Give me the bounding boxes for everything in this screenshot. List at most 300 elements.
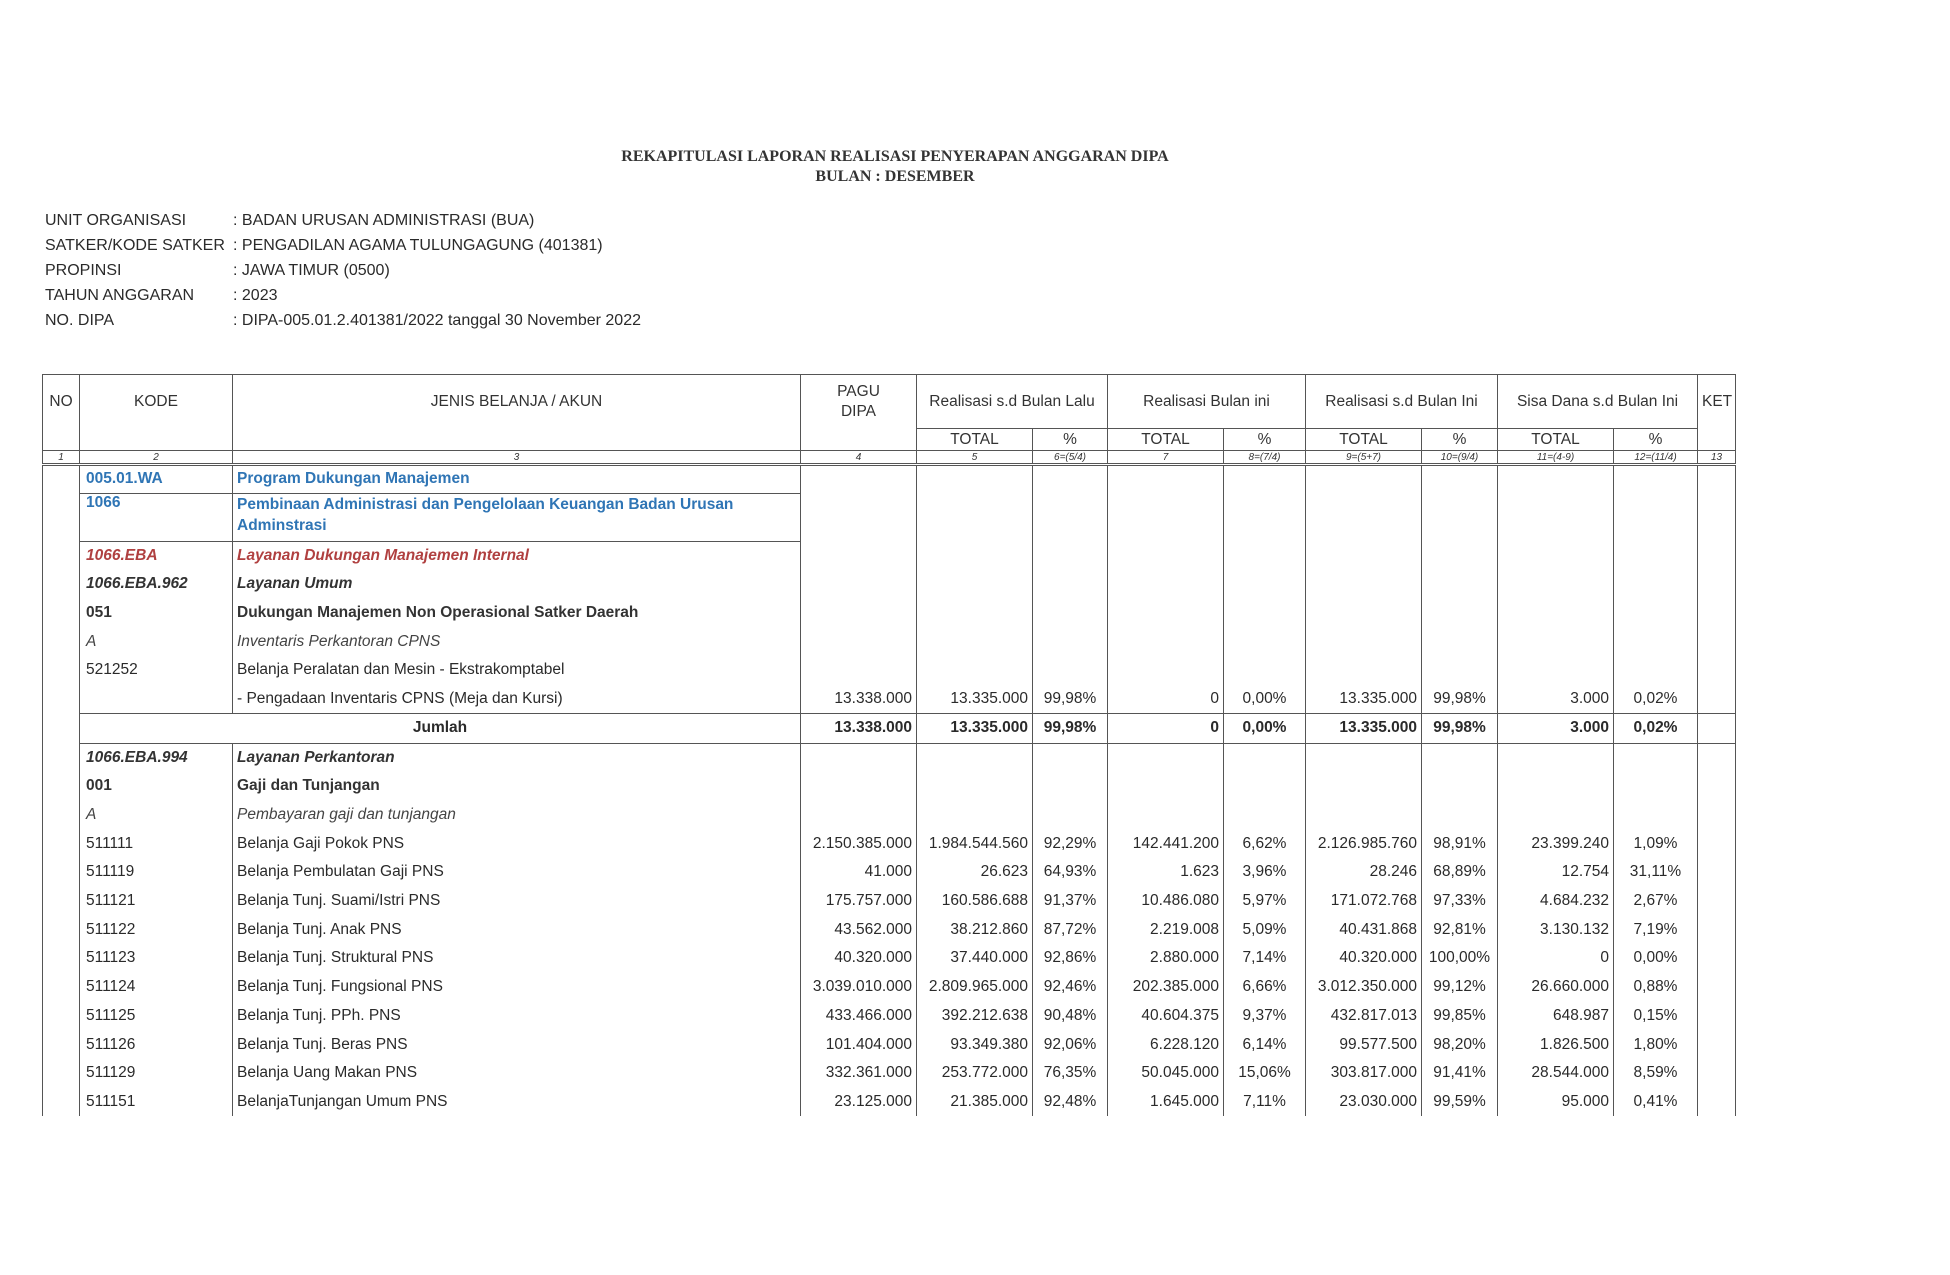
sisa-total-cell — [1498, 743, 1614, 772]
kode-cell: 001 — [80, 772, 233, 801]
ket-cell — [1698, 973, 1736, 1002]
pagu-cell: 40.320.000 — [801, 944, 917, 973]
kode-cell: 511123 — [80, 944, 233, 973]
sisa-total-cell: 3.000 — [1498, 713, 1614, 743]
sd-total-cell — [1306, 801, 1422, 830]
ini-pct-cell — [1224, 599, 1306, 628]
header-no-cont — [43, 429, 80, 451]
header-total: TOTAL — [1498, 429, 1614, 451]
ini-total-cell — [1108, 541, 1224, 570]
pagu-cell — [801, 627, 917, 656]
sd-pct-cell — [1422, 570, 1498, 599]
header-group-ini: Realisasi Bulan ini — [1108, 375, 1306, 429]
ini-pct-cell — [1224, 465, 1306, 494]
sisa-pct-cell — [1614, 743, 1698, 772]
sd-pct-cell: 99,98% — [1422, 713, 1498, 743]
lalu-pct-cell: 92,86% — [1033, 944, 1108, 973]
ket-cell — [1698, 858, 1736, 887]
pagu-cell: 23.125.000 — [801, 1088, 917, 1117]
jenis-cell: Layanan Umum — [233, 570, 801, 599]
sisa-total-cell: 12.754 — [1498, 858, 1614, 887]
ket-cell — [1698, 627, 1736, 656]
ini-pct-cell: 0,00% — [1224, 685, 1306, 714]
lalu-pct-cell: 91,37% — [1033, 887, 1108, 916]
sisa-pct-cell: 0,02% — [1614, 713, 1698, 743]
sisa-total-cell — [1498, 656, 1614, 685]
sd-total-cell: 432.817.013 — [1306, 1002, 1422, 1031]
ket-cell — [1698, 887, 1736, 916]
ket-cell — [1698, 801, 1736, 830]
table-row — [43, 1059, 1736, 1088]
sisa-pct-cell — [1614, 599, 1698, 628]
sisa-total-cell — [1498, 493, 1614, 541]
ini-pct-cell: 0,00% — [1224, 713, 1306, 743]
table-row — [43, 1088, 1736, 1117]
sd-total-cell: 40.431.868 — [1306, 915, 1422, 944]
sisa-total-cell — [1498, 570, 1614, 599]
jenis-cell: Belanja Uang Makan PNS — [233, 1059, 801, 1088]
header-total: TOTAL — [1108, 429, 1224, 451]
no-cell — [43, 541, 80, 570]
jenis-cell: Belanja Pembulatan Gaji PNS — [233, 858, 801, 887]
sisa-pct-cell: 0,00% — [1614, 944, 1698, 973]
ket-cell — [1698, 713, 1736, 743]
sisa-pct-cell — [1614, 541, 1698, 570]
sd-pct-cell: 99,98% — [1422, 685, 1498, 714]
info-row — [45, 258, 641, 283]
info-row — [45, 233, 641, 258]
no-cell — [43, 1059, 80, 1088]
no-cell — [43, 887, 80, 916]
ini-pct-cell: 6,14% — [1224, 1030, 1306, 1059]
sd-pct-cell: 97,33% — [1422, 887, 1498, 916]
sd-total-cell — [1306, 656, 1422, 685]
sd-pct-cell — [1422, 772, 1498, 801]
jumlah-label: Jumlah — [80, 713, 801, 743]
pagu-cell — [801, 570, 917, 599]
lalu-pct-cell: 92,46% — [1033, 973, 1108, 1002]
header-jenis-cont — [233, 429, 801, 451]
table-row — [43, 887, 1736, 916]
table-row — [43, 1002, 1736, 1031]
ini-pct-cell — [1224, 656, 1306, 685]
header-pagu — [801, 375, 917, 429]
kode-cell: 521252 — [80, 656, 233, 685]
sd-total-cell — [1306, 570, 1422, 599]
column-number: 1 — [43, 451, 80, 465]
row-sub2 — [43, 801, 1736, 830]
sisa-total-cell: 3.130.132 — [1498, 915, 1614, 944]
sd-pct-cell — [1422, 465, 1498, 494]
sd-pct-cell — [1422, 627, 1498, 656]
sd-total-cell — [1306, 627, 1422, 656]
no-cell — [43, 801, 80, 830]
sd-total-cell: 23.030.000 — [1306, 1088, 1422, 1117]
header-group-lalu: Realisasi s.d Bulan Lalu — [917, 375, 1108, 429]
column-number: 6=(5/4) — [1033, 451, 1108, 465]
header-pagu-line2: DIPA — [840, 402, 877, 420]
no-cell — [43, 772, 80, 801]
sd-pct-cell: 92,81% — [1422, 915, 1498, 944]
jenis-cell: Belanja Tunj. Suami/Istri PNS — [233, 887, 801, 916]
jenis-cell: Belanja Tunj. PPh. PNS — [233, 1002, 801, 1031]
no-cell — [43, 656, 80, 685]
no-cell — [43, 1002, 80, 1031]
kode-cell: 511151 — [80, 1088, 233, 1117]
no-cell — [43, 858, 80, 887]
header-total: TOTAL — [1306, 429, 1422, 451]
row-ro2 — [43, 743, 1736, 772]
lalu-total-cell — [917, 743, 1033, 772]
no-cell — [43, 493, 80, 541]
lalu-pct-cell — [1033, 772, 1108, 801]
ini-pct-cell: 6,62% — [1224, 829, 1306, 858]
ket-cell — [1698, 656, 1736, 685]
jenis-cell: - Pengadaan Inventaris CPNS (Meja dan Kursi) — [233, 685, 801, 714]
pagu-cell — [801, 772, 917, 801]
ini-total-cell: 6.228.120 — [1108, 1030, 1224, 1059]
sisa-pct-cell — [1614, 656, 1698, 685]
sisa-pct-cell: 8,59% — [1614, 1059, 1698, 1088]
sd-total-cell: 171.072.768 — [1306, 887, 1422, 916]
sd-pct-cell — [1422, 599, 1498, 628]
kode-cell: 1066.EBA.994 — [80, 743, 233, 772]
header-jenis: JENIS BELANJA / AKUN — [233, 375, 801, 429]
no-cell — [43, 1088, 80, 1117]
sisa-total-cell — [1498, 599, 1614, 628]
lalu-pct-cell: 90,48% — [1033, 1002, 1108, 1031]
lalu-total-cell: 38.212.860 — [917, 915, 1033, 944]
sd-total-cell: 2.126.985.760 — [1306, 829, 1422, 858]
pagu-cell: 175.757.000 — [801, 887, 917, 916]
ini-pct-cell: 9,37% — [1224, 1002, 1306, 1031]
table-row — [43, 1030, 1736, 1059]
no-cell — [43, 713, 80, 743]
jenis-cell: BelanjaTunjangan Umum PNS — [233, 1088, 801, 1117]
sd-pct-cell — [1422, 801, 1498, 830]
lalu-total-cell: 2.809.965.000 — [917, 973, 1033, 1002]
info-value: : DIPA-005.01.2.401381/2022 tanggal 30 November 2022 — [233, 312, 641, 329]
lalu-pct-cell: 92,48% — [1033, 1088, 1108, 1117]
lalu-pct-cell: 92,06% — [1033, 1030, 1108, 1059]
kode-cell: 1066.EBA.962 — [80, 570, 233, 599]
ket-cell — [1698, 829, 1736, 858]
header-group-sd-ini: Realisasi s.d Bulan Ini — [1306, 375, 1498, 429]
no-cell — [43, 973, 80, 1002]
ini-pct-cell: 7,14% — [1224, 944, 1306, 973]
ini-total-cell: 202.385.000 — [1108, 973, 1224, 1002]
ini-pct-cell — [1224, 541, 1306, 570]
lalu-pct-cell — [1033, 493, 1108, 541]
sd-total-cell — [1306, 743, 1422, 772]
lalu-pct-cell — [1033, 656, 1108, 685]
sisa-pct-cell — [1614, 570, 1698, 599]
jenis-cell: Belanja Gaji Pokok PNS — [233, 829, 801, 858]
ket-cell — [1698, 944, 1736, 973]
column-number-row — [43, 451, 1736, 465]
ini-pct-cell — [1224, 493, 1306, 541]
column-number: 7 — [1108, 451, 1224, 465]
table-row — [43, 944, 1736, 973]
lalu-pct-cell: 99,98% — [1033, 713, 1108, 743]
ini-total-cell — [1108, 465, 1224, 494]
sd-total-cell: 28.246 — [1306, 858, 1422, 887]
no-cell — [43, 743, 80, 772]
row-item1 — [43, 685, 1736, 714]
sd-pct-cell: 99,12% — [1422, 973, 1498, 1002]
table-row — [43, 858, 1736, 887]
sd-pct-cell: 99,85% — [1422, 1002, 1498, 1031]
sisa-pct-cell: 2,67% — [1614, 887, 1698, 916]
sd-pct-cell: 100,00% — [1422, 944, 1498, 973]
ini-total-cell: 40.604.375 — [1108, 1002, 1224, 1031]
sd-pct-cell: 91,41% — [1422, 1059, 1498, 1088]
info-row — [45, 208, 641, 233]
ini-total-cell: 0 — [1108, 713, 1224, 743]
kode-cell: A — [80, 627, 233, 656]
lalu-total-cell: 392.212.638 — [917, 1002, 1033, 1031]
ini-pct-cell: 5,97% — [1224, 887, 1306, 916]
info-label: PROPINSI — [45, 262, 122, 279]
info-value: : 2023 — [233, 287, 278, 304]
jenis-cell: Belanja Tunj. Beras PNS — [233, 1030, 801, 1059]
ini-total-cell — [1108, 656, 1224, 685]
ket-cell — [1698, 915, 1736, 944]
ini-total-cell — [1108, 627, 1224, 656]
ket-cell — [1698, 1030, 1736, 1059]
sisa-total-cell: 648.987 — [1498, 1002, 1614, 1031]
header-kode: KODE — [80, 375, 233, 429]
ini-pct-cell — [1224, 570, 1306, 599]
pagu-cell: 2.150.385.000 — [801, 829, 917, 858]
sisa-pct-cell: 0,88% — [1614, 973, 1698, 1002]
ini-total-cell — [1108, 599, 1224, 628]
kode-cell: A — [80, 801, 233, 830]
info-row — [45, 283, 641, 308]
lalu-total-cell: 13.335.000 — [917, 713, 1033, 743]
lalu-total-cell — [917, 465, 1033, 494]
column-number: 2 — [80, 451, 233, 465]
lalu-total-cell: 13.335.000 — [917, 685, 1033, 714]
info-label: SATKER/KODE SATKER — [45, 237, 225, 254]
lalu-pct-cell: 76,35% — [1033, 1059, 1108, 1088]
ini-total-cell: 10.486.080 — [1108, 887, 1224, 916]
pagu-cell: 41.000 — [801, 858, 917, 887]
ini-total-cell: 50.045.000 — [1108, 1059, 1224, 1088]
no-cell — [43, 570, 80, 599]
lalu-pct-cell: 92,29% — [1033, 829, 1108, 858]
ini-total-cell — [1108, 801, 1224, 830]
sisa-pct-cell — [1614, 465, 1698, 494]
sisa-pct-cell: 1,80% — [1614, 1030, 1698, 1059]
ket-cell — [1698, 1059, 1736, 1088]
header-pagu-line1: PAGU — [837, 382, 880, 400]
ket-cell — [1698, 772, 1736, 801]
header-kode-cont — [80, 429, 233, 451]
sisa-total-cell: 1.826.500 — [1498, 1030, 1614, 1059]
ini-pct-cell — [1224, 627, 1306, 656]
pagu-cell: 3.039.010.000 — [801, 973, 917, 1002]
header-pct: % — [1614, 429, 1698, 451]
sd-total-cell: 13.335.000 — [1306, 685, 1422, 714]
sisa-pct-cell — [1614, 801, 1698, 830]
lalu-pct-cell: 99,98% — [1033, 685, 1108, 714]
lalu-total-cell: 93.349.380 — [917, 1030, 1033, 1059]
sd-total-cell — [1306, 493, 1422, 541]
lalu-pct-cell — [1033, 627, 1108, 656]
jenis-cell: Layanan Dukungan Manajemen Internal — [233, 541, 801, 570]
pagu-cell: 101.404.000 — [801, 1030, 917, 1059]
sisa-total-cell — [1498, 465, 1614, 494]
column-number: 5 — [917, 451, 1033, 465]
sd-pct-cell: 98,91% — [1422, 829, 1498, 858]
ket-cell — [1698, 570, 1736, 599]
jenis-cell: Dukungan Manajemen Non Operasional Satker Daerah — [233, 599, 801, 628]
no-cell — [43, 915, 80, 944]
ini-total-cell: 2.219.008 — [1108, 915, 1224, 944]
lalu-total-cell — [917, 493, 1033, 541]
info-label: NO. DIPA — [45, 312, 115, 329]
header-pct: % — [1033, 429, 1108, 451]
pagu-cell: 433.466.000 — [801, 1002, 917, 1031]
row-komp1 — [43, 599, 1736, 628]
sisa-pct-cell — [1614, 627, 1698, 656]
lalu-total-cell — [917, 627, 1033, 656]
info-row — [45, 308, 641, 333]
info-value: : BADAN URUSAN ADMINISTRASI (BUA) — [233, 212, 535, 229]
jenis-cell: Pembinaan Administrasi dan Pengelolaan Keuangan Badan Urusan Adminstrasi — [233, 493, 801, 541]
jenis-cell: Inventaris Perkantoran CPNS — [233, 627, 801, 656]
lalu-pct-cell: 64,93% — [1033, 858, 1108, 887]
sisa-pct-cell — [1614, 493, 1698, 541]
ini-total-cell — [1108, 772, 1224, 801]
lalu-pct-cell — [1033, 465, 1108, 494]
pagu-cell — [801, 801, 917, 830]
header-total: TOTAL — [917, 429, 1033, 451]
lalu-total-cell — [917, 541, 1033, 570]
report-subtitle: BULAN : DESEMBER — [815, 168, 975, 185]
ket-cell — [1698, 599, 1736, 628]
realisasi-table — [42, 374, 1736, 1116]
lalu-total-cell: 26.623 — [917, 858, 1033, 887]
kode-cell: 511111 — [80, 829, 233, 858]
pagu-cell — [801, 493, 917, 541]
ket-cell — [1698, 1088, 1736, 1117]
sisa-total-cell: 3.000 — [1498, 685, 1614, 714]
jenis-cell: Belanja Tunj. Fungsional PNS — [233, 973, 801, 1002]
header-pct: % — [1224, 429, 1306, 451]
kode-cell: 1066 — [80, 493, 233, 541]
lalu-total-cell: 1.984.544.560 — [917, 829, 1033, 858]
sd-total-cell: 303.817.000 — [1306, 1059, 1422, 1088]
sd-pct-cell — [1422, 656, 1498, 685]
sd-pct-cell — [1422, 493, 1498, 541]
ini-pct-cell — [1224, 772, 1306, 801]
info-value: : PENGADILAN AGAMA TULUNGAGUNG (401381) — [233, 237, 603, 254]
ket-cell — [1698, 743, 1736, 772]
row-kro — [43, 541, 1736, 570]
ini-total-cell — [1108, 743, 1224, 772]
ini-total-cell: 142.441.200 — [1108, 829, 1224, 858]
ini-pct-cell — [1224, 743, 1306, 772]
sd-pct-cell — [1422, 743, 1498, 772]
sisa-total-cell: 0 — [1498, 944, 1614, 973]
lalu-total-cell: 160.586.688 — [917, 887, 1033, 916]
lalu-pct-cell — [1033, 801, 1108, 830]
sd-pct-cell: 98,20% — [1422, 1030, 1498, 1059]
sisa-pct-cell: 0,41% — [1614, 1088, 1698, 1117]
no-cell — [43, 685, 80, 714]
kode-cell: 511129 — [80, 1059, 233, 1088]
pagu-cell: 13.338.000 — [801, 685, 917, 714]
lalu-pct-cell — [1033, 570, 1108, 599]
sd-pct-cell — [1422, 541, 1498, 570]
row-sub1 — [43, 627, 1736, 656]
sisa-pct-cell: 31,11% — [1614, 858, 1698, 887]
no-cell — [43, 627, 80, 656]
jenis-cell: Belanja Tunj. Anak PNS — [233, 915, 801, 944]
column-number: 12=(11/4) — [1614, 451, 1698, 465]
ini-pct-cell: 6,66% — [1224, 973, 1306, 1002]
kode-cell — [80, 685, 233, 714]
sisa-pct-cell: 0,15% — [1614, 1002, 1698, 1031]
sisa-pct-cell: 0,02% — [1614, 685, 1698, 714]
ini-pct-cell: 5,09% — [1224, 915, 1306, 944]
sisa-pct-cell — [1614, 772, 1698, 801]
no-cell — [43, 1030, 80, 1059]
column-number: 4 — [801, 451, 917, 465]
no-cell — [43, 599, 80, 628]
sd-pct-cell: 99,59% — [1422, 1088, 1498, 1117]
ket-cell — [1698, 541, 1736, 570]
kode-cell: 511124 — [80, 973, 233, 1002]
sd-total-cell: 99.577.500 — [1306, 1030, 1422, 1059]
ini-total-cell — [1108, 570, 1224, 599]
sisa-total-cell — [1498, 627, 1614, 656]
sisa-total-cell — [1498, 801, 1614, 830]
lalu-pct-cell — [1033, 599, 1108, 628]
kode-cell: 511122 — [80, 915, 233, 944]
row-jumlah — [43, 713, 1736, 743]
header-group-sisa: Sisa Dana s.d Bulan Ini — [1498, 375, 1698, 429]
header-ket: KET — [1698, 375, 1736, 429]
ini-total-cell — [1108, 493, 1224, 541]
report-info — [45, 208, 641, 333]
sisa-total-cell: 4.684.232 — [1498, 887, 1614, 916]
row-prog — [43, 465, 1736, 494]
info-label: UNIT ORGANISASI — [45, 212, 187, 229]
lalu-pct-cell — [1033, 743, 1108, 772]
kode-cell: 511126 — [80, 1030, 233, 1059]
column-number: 9=(5+7) — [1306, 451, 1422, 465]
lalu-pct-cell — [1033, 541, 1108, 570]
ini-total-cell: 0 — [1108, 685, 1224, 714]
lalu-total-cell — [917, 599, 1033, 628]
kode-cell: 511119 — [80, 858, 233, 887]
no-cell — [43, 465, 80, 494]
sd-total-cell: 3.012.350.000 — [1306, 973, 1422, 1002]
column-number: 3 — [233, 451, 801, 465]
ini-pct-cell — [1224, 801, 1306, 830]
no-cell — [43, 829, 80, 858]
row-komp2 — [43, 772, 1736, 801]
sisa-total-cell — [1498, 541, 1614, 570]
table-row — [43, 973, 1736, 1002]
lalu-total-cell: 37.440.000 — [917, 944, 1033, 973]
pagu-cell: 332.361.000 — [801, 1059, 917, 1088]
ini-total-cell: 1.645.000 — [1108, 1088, 1224, 1117]
lalu-total-cell — [917, 656, 1033, 685]
